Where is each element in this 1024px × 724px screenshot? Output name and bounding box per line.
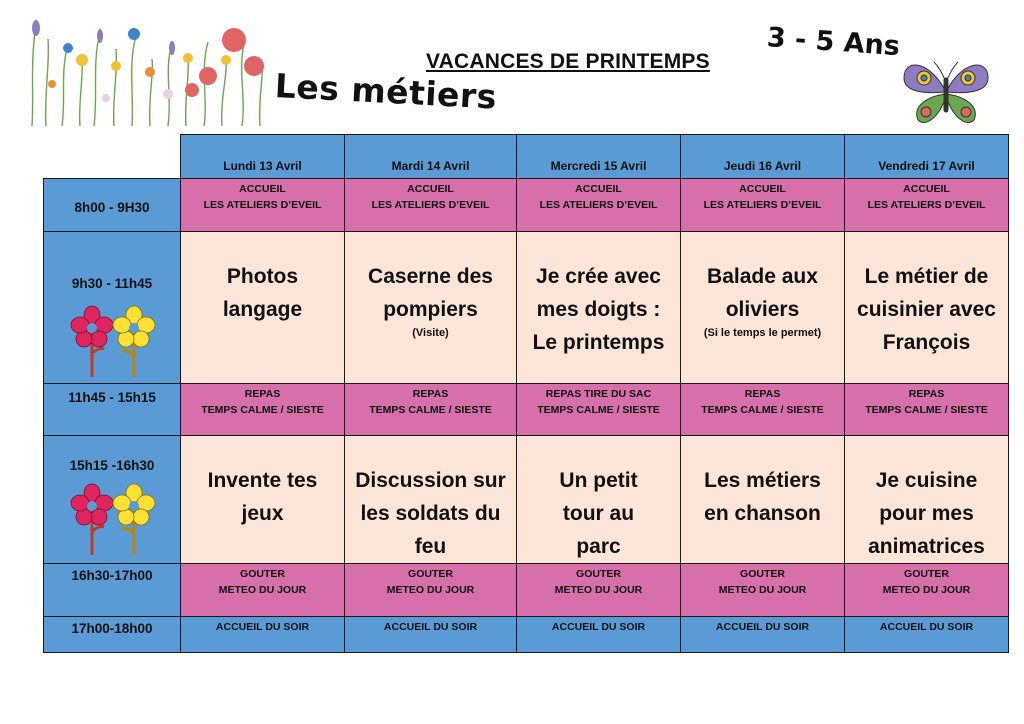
activity-title: Photos langage <box>222 265 303 321</box>
time-slot <box>44 232 181 384</box>
corner-cell <box>44 135 181 179</box>
cell-line: METEO DU JOUR <box>554 584 643 596</box>
snack-row <box>44 564 1009 617</box>
schedule-cell: ACCUEIL DU SOIR <box>345 617 517 653</box>
cell-line: ACCUEIL <box>575 183 622 195</box>
time-slot <box>44 564 181 617</box>
activity-cell <box>181 232 345 384</box>
schedule-cell: ACCUEIL DU SOIR <box>517 617 681 653</box>
cell-line: LES ATELIERS D’EVEIL <box>867 199 986 211</box>
schedule-cell <box>345 384 517 436</box>
activity-title: Le métier de cuisinier avec François <box>857 265 996 354</box>
schedule-cell <box>681 384 845 436</box>
cell-line: LES ATELIERS D’EVEIL <box>539 199 658 211</box>
schedule-cell <box>517 564 681 617</box>
schedule-cell <box>681 564 845 617</box>
cell-line: GOUTER <box>740 568 785 580</box>
schedule-cell: ACCUEIL DU SOIR <box>181 617 345 653</box>
activity-title: Je cuisine pour mes animatrices <box>868 469 985 558</box>
activity-cell <box>181 436 345 564</box>
cell-line: TEMPS CALME / SIESTE <box>201 404 324 416</box>
time-slot-label: 17h00-18h00 <box>71 621 153 636</box>
activity-cell <box>517 436 681 564</box>
day-header-monday: Lundi 13 Avril <box>181 135 345 179</box>
cell-line: LES ATELIERS D’EVEIL <box>203 199 322 211</box>
two-flowers-icon <box>66 303 158 377</box>
schedule-cell <box>345 564 517 617</box>
schedule-cell <box>181 564 345 617</box>
activity-cell <box>345 436 517 564</box>
evening-row <box>44 617 1009 653</box>
activity-cell <box>845 232 1009 384</box>
time-slot <box>44 384 181 436</box>
cell-line: REPAS <box>744 388 781 400</box>
schedule-table <box>43 134 1009 653</box>
day-header-thursday: Jeudi 16 Avril <box>681 135 845 179</box>
two-flowers-icon <box>66 481 158 555</box>
activity-title: Balade aux oliviers <box>707 265 818 321</box>
activity-title: Invente tes jeux <box>207 469 318 525</box>
time-slot-label: 9h30 - 11h45 <box>71 276 153 291</box>
schedule-cell <box>845 179 1009 232</box>
activity-title: Je crée avec mes doigts : Le printemps <box>532 265 665 354</box>
cell-line: ACCUEIL <box>903 183 950 195</box>
activity-cell <box>517 232 681 384</box>
time-slot-label: 15h15 -16h30 <box>69 458 155 473</box>
activity-note: (Visite) <box>412 327 449 339</box>
schedule-cell: ACCUEIL DU SOIR <box>681 617 845 653</box>
cell-line: METEO DU JOUR <box>882 584 971 596</box>
schedule-cell <box>517 179 681 232</box>
cell-line: ACCUEIL <box>407 183 454 195</box>
activity-cell <box>681 232 845 384</box>
page-title: VACANCES DE PRINTEMPS <box>426 50 710 73</box>
schedule-cell <box>845 564 1009 617</box>
morning-activity-row <box>44 232 1009 384</box>
day-header-row <box>44 135 1009 179</box>
schedule-cell <box>181 179 345 232</box>
cell-line: LES ATELIERS D’EVEIL <box>371 199 490 211</box>
schedule-cell <box>181 384 345 436</box>
cell-line: ACCUEIL <box>739 183 786 195</box>
time-slot-label: 16h30-17h00 <box>71 568 153 583</box>
activity-title: Caserne des pompiers <box>368 265 493 321</box>
day-header-friday: Vendredi 17 Avril <box>845 135 1009 179</box>
cell-line: ACCUEIL <box>239 183 286 195</box>
activity-note: (Si le temps le permet) <box>703 327 822 339</box>
cell-line: TEMPS CALME / SIESTE <box>537 404 660 416</box>
activity-cell <box>345 232 517 384</box>
cell-line: REPAS <box>908 388 945 400</box>
activity-title: Discussion sur les soldats du feu <box>355 469 506 558</box>
time-slot <box>44 617 181 653</box>
schedule-cell: ACCUEIL DU SOIR <box>845 617 1009 653</box>
activity-title: Un petit tour au parc <box>559 469 638 558</box>
cell-line: GOUTER <box>408 568 453 580</box>
time-slot-label: 8h00 - 9H30 <box>74 200 150 215</box>
cell-line: METEO DU JOUR <box>718 584 807 596</box>
time-slot <box>44 436 181 564</box>
activity-title: Les métiers en chanson <box>704 469 821 525</box>
activity-cell <box>845 436 1009 564</box>
afternoon-activity-row <box>44 436 1009 564</box>
cell-line: TEMPS CALME / SIESTE <box>369 404 492 416</box>
schedule-cell <box>681 179 845 232</box>
page-subtitle: Les métiers <box>273 66 498 117</box>
cell-line: TEMPS CALME / SIESTE <box>865 404 988 416</box>
cell-line: GOUTER <box>240 568 285 580</box>
wildflowers-illustration-icon <box>22 14 274 126</box>
day-header-wednesday: Mercredi 15 Avril <box>517 135 681 179</box>
cell-line: REPAS <box>412 388 449 400</box>
schedule-cell <box>517 384 681 436</box>
day-header-tuesday: Mardi 14 Avril <box>345 135 517 179</box>
schedule-cell <box>345 179 517 232</box>
activity-cell <box>681 436 845 564</box>
schedule-cell <box>845 384 1009 436</box>
cell-line: REPAS TIRE DU SAC <box>545 388 652 400</box>
cell-line: METEO DU JOUR <box>386 584 475 596</box>
cell-line: GOUTER <box>904 568 949 580</box>
morning-welcome-row <box>44 179 1009 232</box>
cell-line: LES ATELIERS D’EVEIL <box>703 199 822 211</box>
lunch-row <box>44 384 1009 436</box>
time-slot <box>44 179 181 232</box>
cell-line: TEMPS CALME / SIESTE <box>701 404 824 416</box>
age-range-label: 3 - 5 Ans <box>765 22 901 63</box>
cell-line: GOUTER <box>576 568 621 580</box>
time-slot-label: 11h45 - 15h15 <box>68 390 156 405</box>
cell-line: METEO DU JOUR <box>218 584 307 596</box>
cell-line: REPAS <box>244 388 281 400</box>
butterfly-illustration-icon <box>900 56 992 128</box>
